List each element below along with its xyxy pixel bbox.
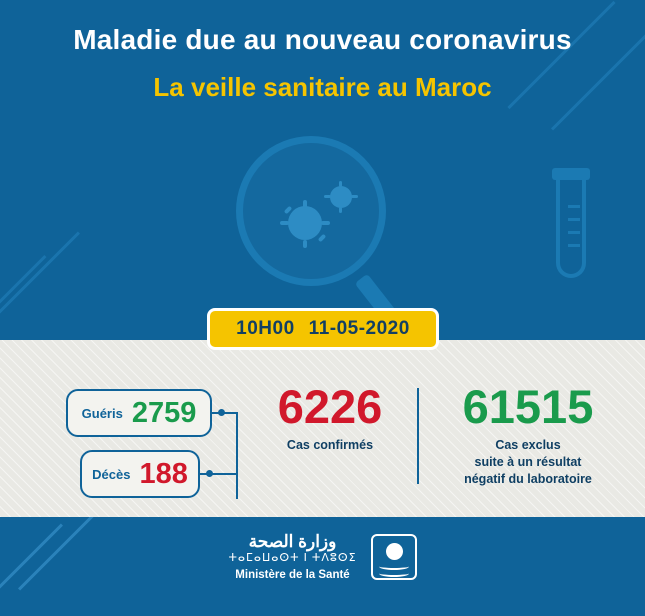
stat-deaths-label: Décès (92, 466, 131, 482)
virus-spike-icon (280, 221, 289, 225)
stat-excluded-label-line2: suite à un résultat (474, 455, 582, 470)
connector-dot (206, 470, 213, 477)
badge-date: 11-05-2020 (308, 318, 410, 339)
decorative-stripe (0, 232, 80, 319)
stat-recovered-label: Guéris (81, 405, 123, 421)
stat-deaths (80, 450, 200, 498)
virus-icon (288, 206, 322, 240)
ministry-name-arabic: وزارة الصحة (248, 532, 337, 551)
test-tube-marking (568, 205, 580, 208)
date-time-badge (207, 308, 439, 350)
seal-circle-icon (386, 543, 403, 560)
stat-recovered (66, 389, 212, 437)
stat-deaths-value: 188 (139, 457, 188, 490)
virus-spike-icon (339, 207, 342, 213)
statistics-panel (0, 340, 645, 517)
virus-spike-icon (303, 240, 307, 248)
ministry-logo-text (228, 531, 356, 582)
test-tube-marking (568, 244, 580, 247)
connector-dot (218, 409, 225, 416)
connector-line (236, 413, 238, 499)
stat-recovered-value: 2759 (131, 396, 197, 429)
stat-excluded-label-line3: négatif du laboratoire (464, 472, 592, 487)
footer-section (0, 517, 645, 616)
decorative-stripe (0, 255, 46, 335)
virus-spike-icon (303, 200, 307, 208)
ministry-name-tifinagh: ⵜⴰⵎⴰⵡⴰⵙⵜ ⵏ ⵜⴷⵓⵙⵉ (228, 552, 357, 565)
seal-wave-icon (379, 563, 409, 570)
test-tube-icon (556, 178, 586, 278)
virus-spike-icon (339, 181, 342, 187)
stat-confirmed (250, 382, 410, 454)
badge-time: 10H00 (236, 318, 295, 339)
page-title: Maladie due au nouveau coronavirus (73, 24, 572, 55)
test-tube-marking (568, 231, 580, 234)
connector-line (212, 412, 238, 414)
virus-spike-icon (324, 195, 331, 198)
stat-excluded-label-line1: Cas exclus (495, 438, 561, 453)
ministry-seal-icon (371, 534, 417, 580)
stat-confirmed-label: Cas confirmés (286, 438, 374, 453)
ministry-name-french: Ministère de la Santé (235, 569, 350, 581)
stat-excluded-value: 61515 (462, 380, 594, 433)
stat-excluded (428, 382, 628, 488)
virus-spike-icon (351, 195, 358, 198)
virus-icon (330, 186, 352, 208)
test-tube-marking (568, 218, 580, 221)
virus-spike-icon (321, 221, 330, 225)
page-subtitle: La veille sanitaire au Maroc (153, 72, 492, 102)
stat-excluded-label (428, 437, 628, 488)
stat-confirmed-value: 6226 (277, 380, 383, 433)
seal-wave-icon (379, 570, 409, 577)
ministry-logo (0, 531, 645, 582)
vertical-divider (417, 388, 419, 484)
